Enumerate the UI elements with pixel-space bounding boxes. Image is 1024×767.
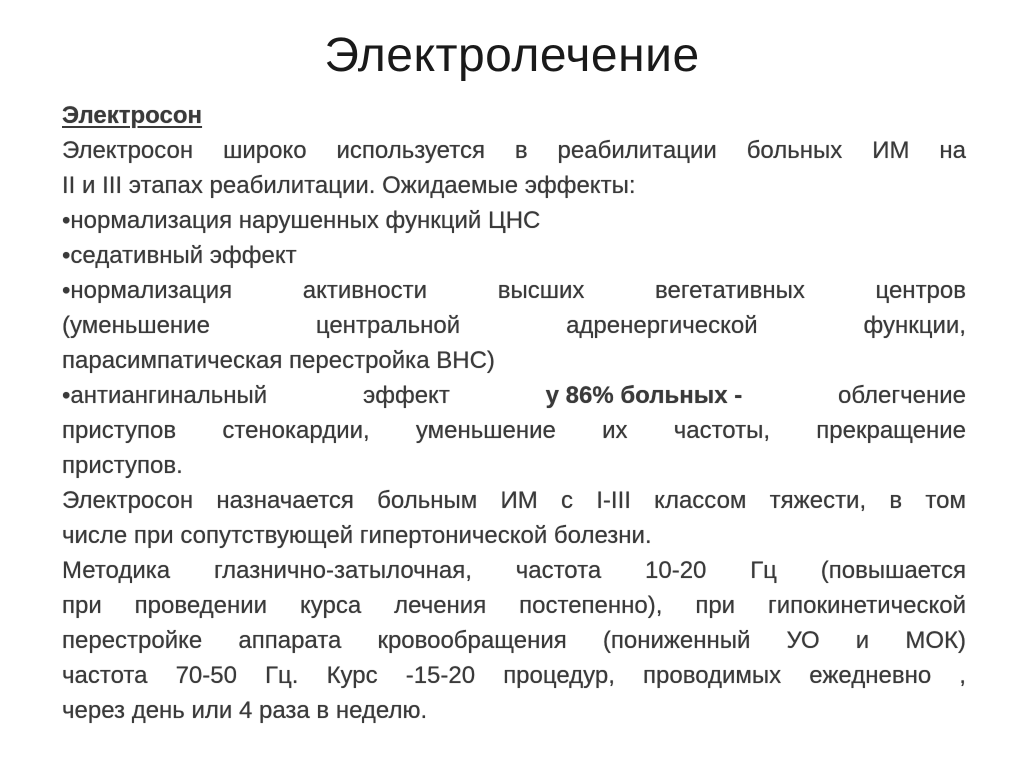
text-line-11 [62,483,966,518]
bullet-vegetative [62,273,966,308]
word: больным [377,487,478,514]
word: Гц. [265,662,299,689]
word: используется [336,137,485,164]
text-line-13 [62,553,966,588]
word: функции, [863,312,966,339]
word: их [602,417,628,444]
word: ежедневно [809,662,932,689]
text-line-2: II и III этапах реабилитации. Ожидаемые эффекты: [62,172,636,199]
text-line-12: числе при сопутствующей гипертонической болезни. [62,522,652,549]
word: проводимых [643,662,782,689]
word: адренергической [566,312,758,339]
word: (пониженный [602,627,751,654]
word: частоты, [673,417,771,444]
word: проведении [134,592,268,619]
word: Гц [750,557,777,584]
word: уменьшение [415,417,556,444]
word: I-III [596,487,631,514]
text-line-7: парасимпатическая перестройка ВНС) [62,347,495,374]
word: эффект [362,382,450,409]
text-line-1 [62,133,966,168]
word: стенокардии, [222,417,370,444]
word: •нормализация [62,277,233,304]
word: классом [654,487,747,514]
word: частота [515,557,602,584]
word: Курс [326,662,378,689]
text-line-9 [62,413,966,448]
word: тяжести, [769,487,867,514]
word: Методика [62,557,171,584]
word: в [889,487,903,514]
word: назначается [216,487,354,514]
text-line-6 [62,308,966,343]
word: приступов [62,417,177,444]
word: том [925,487,966,514]
word: постепенно), [519,592,663,619]
word: частота [62,662,148,689]
word: процедур, [503,662,615,689]
word: кровообращения [377,627,567,654]
word: перестройке [62,627,203,654]
word: ИМ [872,137,910,164]
word: ИМ [500,487,538,514]
bullet-sedative: •седативный эффект [62,242,297,269]
text-line-17: через день или 4 раза в неделю. [62,697,428,724]
word: аппарата [238,627,342,654]
word: УО [786,627,820,654]
word: с [561,487,573,514]
slide-body [62,98,966,728]
word: , [959,662,966,689]
word: прекращение [816,417,966,444]
word: •антиангинальный [62,382,268,409]
text-line-15 [62,623,966,658]
bullet-cns: •нормализация нарушенных функций ЦНС [62,207,541,234]
word: реабилитации [557,137,717,164]
word: (уменьшение [62,312,210,339]
word: центров [875,277,966,304]
word: Электросон [62,487,194,514]
word: 70-50 [175,662,237,689]
word: гипокинетической [768,592,966,619]
word: Электросон [62,137,194,164]
word: активности [302,277,428,304]
word: 10-20 [645,557,707,584]
text-line-16 [62,658,966,693]
word: вегетативных [655,277,805,304]
word: на [939,137,966,164]
word: -15-20 [405,662,476,689]
word: широко [223,137,307,164]
word: высших [497,277,585,304]
word: курса [300,592,362,619]
word: больных [746,137,843,164]
section-heading: Электросон [62,102,203,129]
word: центральной [315,312,461,339]
slide-title: Электролечение [324,29,700,82]
text-line-10: приступов. [62,452,183,479]
word: в [514,137,528,164]
word: глазнично-затылочная, [213,557,472,584]
word: при [62,592,102,619]
word: (повышается [820,557,966,584]
word: лечения [394,592,487,619]
word: и [855,627,870,654]
bullet-antianginal [62,378,966,413]
word: облегчение [838,382,966,409]
word: МОК) [905,627,966,654]
bold-percentage: у 86% больных - [545,382,743,409]
text-line-14 [62,588,966,623]
word: при [695,592,736,619]
